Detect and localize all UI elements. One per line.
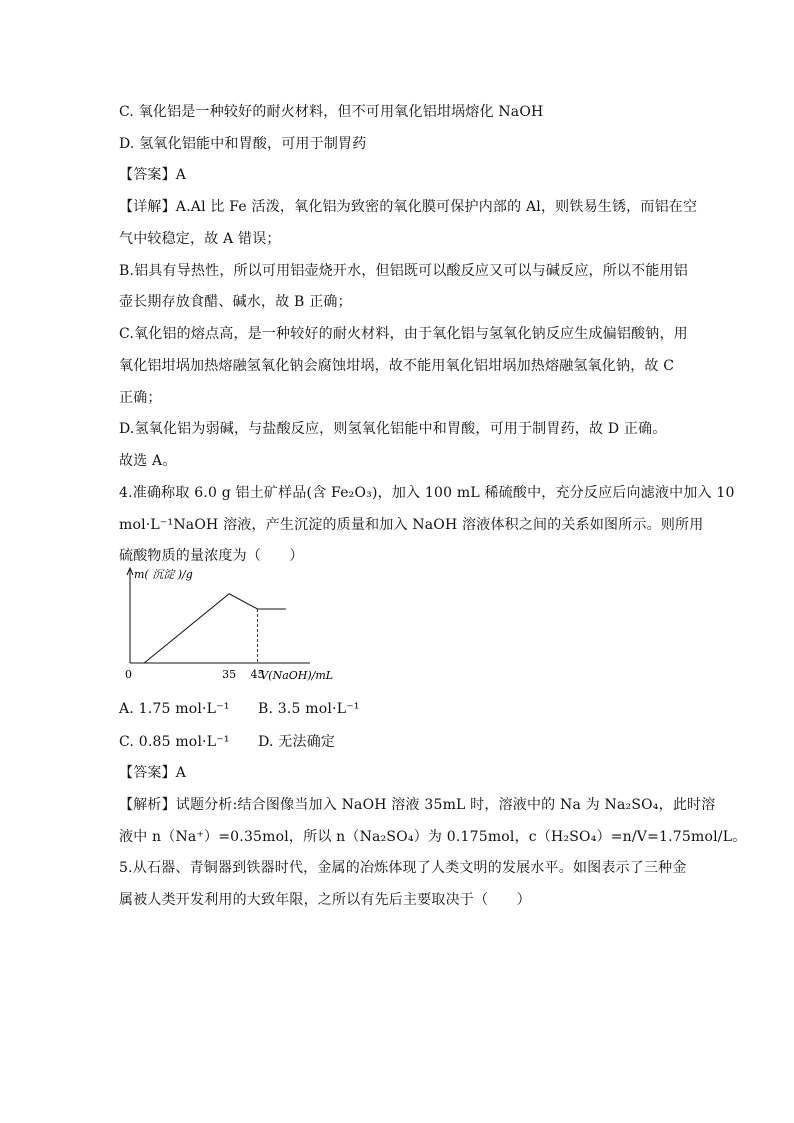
series-line [130,594,286,663]
origin-label: 0 [125,668,132,681]
text-line-q5-2: 属被人类开发利用的大致年限，之所以有先后主要取决于（ ） [119,892,531,908]
text-line-answer1: 【答案】A [119,167,187,183]
y-axis-label: m( 沉淀 )/g [134,568,193,581]
x-tick-label-35: 35 [222,668,237,681]
text-line-detail-6: 氧化铝坩埚加热熔融氢氧化钠会腐蚀坩埚，故不能用氧化铝坩埚加热熔融氢氧化钠，故 C [119,358,675,374]
text-line-detail-4: 壶长期存放食醋、碱水，故 B 正确； [119,294,352,310]
precipitate-chart [110,564,350,686]
text-line-answer2: 【答案】A [119,765,187,781]
x-axis-label: V(NaOH)/mL [260,669,334,682]
text-line-detail-9: 故选 A。 [119,453,177,469]
text-line-q4-1: 4.准确称取 6.0 g 铝土矿样品(含 Fe₂O₃)，加入 100 mL 稀硫酸中，充分反应后向滤液中加入 10 [119,485,735,501]
text-line-detail-5: C.氧化铝的熔点高，是一种较好的耐火材料，由于氧化铝与氢氧化钠反应生成偏铝酸钠，用 [119,326,688,342]
text-line-analysis-2: 液中 n（Na⁺）=0.35mol，所以 n（Na₂SO₄）为 0.175mol，c（H₂SO₄）=n/V=1.75mol/L。 [119,829,747,845]
text-line-detail-2: 气中较稳定，故 A 错误； [119,231,281,247]
text-line-analysis-1: 【解析】试题分析:结合图像当加入 NaOH 溶液 35mL 时，溶液中的 Na 为 Na₂SO₄，此时溶 [119,797,716,813]
text-line-c-option: C. 氧化铝是一种较好的耐火材料，但不可用氧化铝坩埚熔化 NaOH [119,104,544,120]
x-tick-label-45: 45 [250,668,265,681]
text-line-d-option: D. 氢氧化铝能中和胃酸，可用于制胃药 [119,136,367,152]
text-line-q4-3: 硫酸物质的量浓度为（ ） [119,548,304,564]
text-line-detail-1: 【详解】A.Al 比 Fe 活泼，氧化铝为致密的氧化膜可保护内部的 Al，则铁易生锈，而铝在空 [119,199,698,215]
text-line-q4-cd: C. 0.85 mol·L⁻¹ D. 无法确定 [119,734,336,750]
text-line-detail-7: 正确； [119,390,162,406]
text-line-detail-8: D.氢氧化铝为弱碱，与盐酸反应，则氢氧化铝能中和胃酸，可用于制胃药，故 D 正确。 [119,421,667,437]
text-line-detail-3: B.铝具有导热性，所以可用铝壶烧开水，但铝既可以酸反应又可以与碱反应，所以不能用铝 [119,263,688,279]
text-line-q5-1: 5.从石器、青铜器到铁器时代，金属的冶炼体现了人类文明的发展水平。如图表示了三种金 [119,860,687,876]
text-line-q4-2: mol·L⁻¹NaOH 溶液，产生沉淀的质量和加入 NaOH 溶液体积之间的关系如图所示。则所用 [119,517,704,533]
text-line-q4-ab: A. 1.75 mol·L⁻¹ B. 3.5 mol·L⁻¹ [119,701,360,717]
